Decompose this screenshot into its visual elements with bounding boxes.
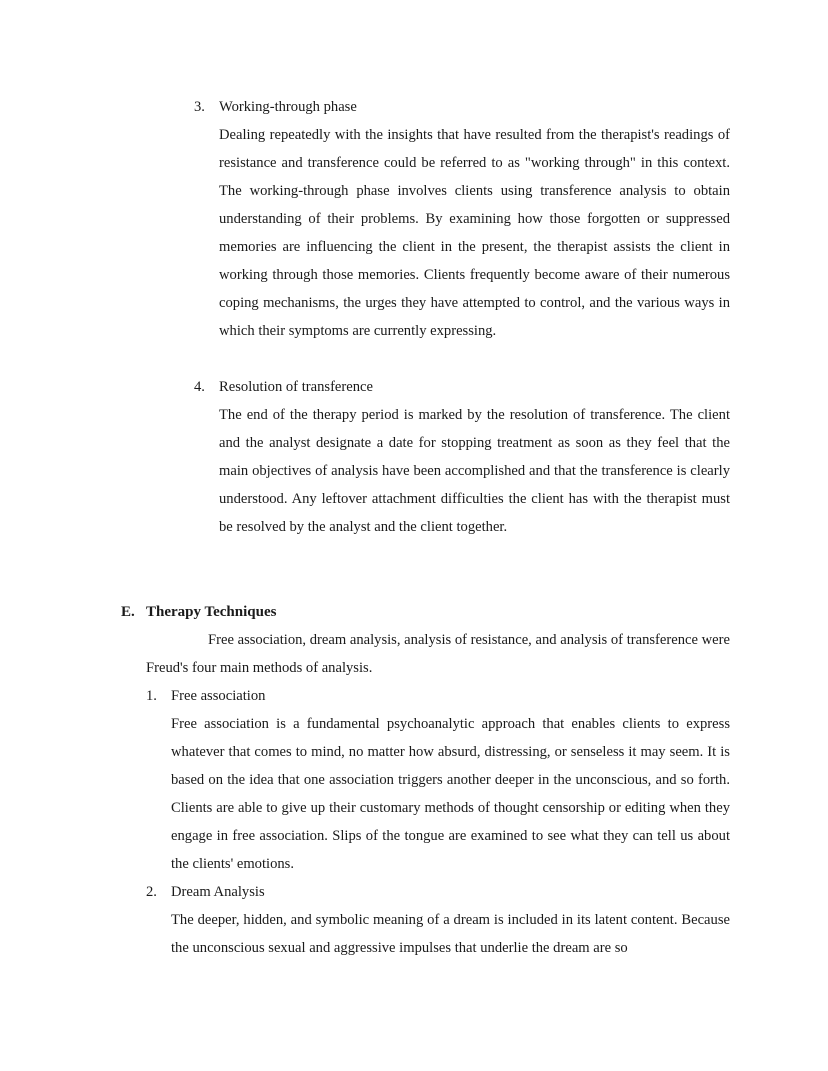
section-heading — [121, 598, 276, 626]
list-item-heading — [146, 878, 265, 906]
list-item-number: 4. — [194, 379, 205, 395]
list-item-heading — [194, 93, 357, 121]
list-item-title: Free association — [171, 688, 266, 704]
list-item-heading — [194, 373, 373, 401]
working-through-paragraph: Dealing repeatedly with the insights that have resulted from the therapist's readings of resistance and transference could be referred to as "working through" in this context. The working-through phase involves clients using transference analysis to obtain understanding of their problems. By examining how those forgotten or suppressed memories are influencing the client in the present, the therapist assists the client in working through those memories. Clients frequently become aware of their numerous coping mechanisms, the urges they have attempted to control, and the various ways in which their symptoms are currently expressing. — [219, 127, 730, 339]
list-item-title: Dream Analysis — [171, 884, 265, 900]
section-title: Therapy Techniques — [146, 604, 277, 620]
list-item-number: 3. — [194, 99, 205, 115]
list-item-title: Resolution of transference — [219, 379, 373, 395]
list-item-heading — [146, 682, 265, 710]
section-intro-paragraph: Free association, dream analysis, analysis of resistance, and analysis of transference were Freud's four main methods of analysis. — [146, 632, 730, 676]
dream-analysis-paragraph: The deeper, hidden, and symbolic meaning of a dream is included in its latent content. Because the unconscious sexual and aggressive impulses that underlie the dream are so — [171, 912, 730, 956]
section-letter: E. — [121, 604, 135, 620]
list-item-number: 2. — [146, 884, 157, 900]
free-association-paragraph: Free association is a fundamental psychoanalytic approach that enables clients to express whatever that comes to mind, no matter how absurd, distressing, or senseless it may seem. It is based on the idea that one association triggers another deeper in the unconscious, and so forth. Clients are able to give up their customary methods of thought censorship or editing when they engage in free association. Slips of the tongue are examined to see what they can tell us about the clients' emotions. — [171, 716, 730, 872]
resolution-paragraph: The end of the therapy period is marked by the resolution of transference. The client and the analyst designate a date for stopping treatment as soon as they feel that the main objectives of analysis have been accomplished and that the transference is clearly understood. Any leftover attachment difficulties the client has with the therapist must be resolved by the analyst and the client together. — [219, 407, 730, 535]
list-item-title: Working-through phase — [219, 99, 357, 115]
list-item-number: 1. — [146, 688, 157, 704]
